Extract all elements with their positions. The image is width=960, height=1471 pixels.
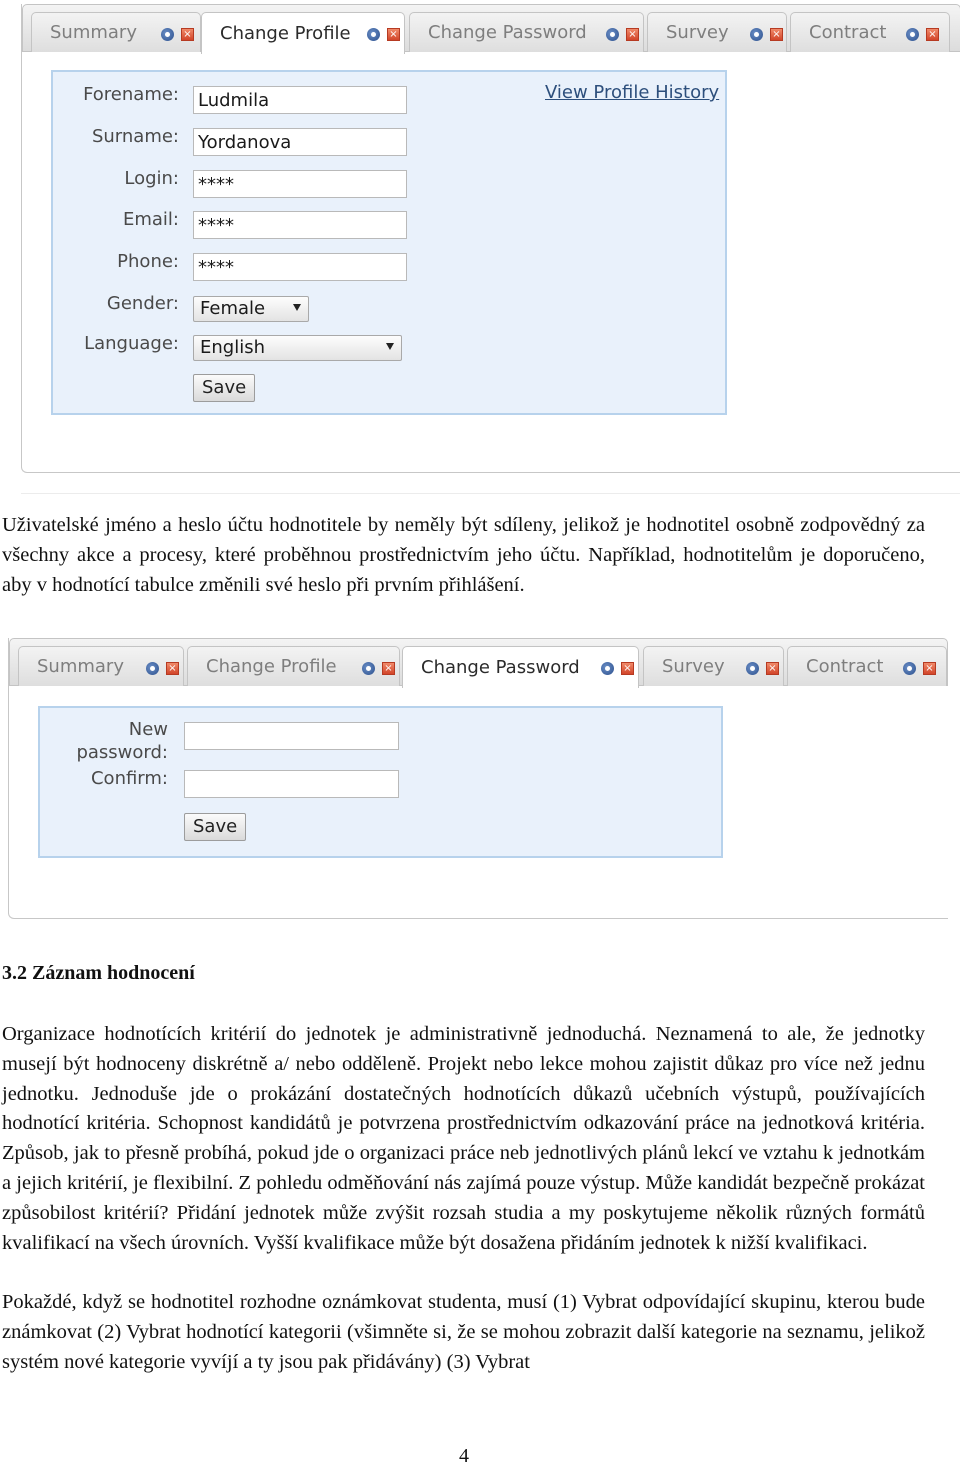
tab-summary[interactable] [31,12,201,52]
close-icon[interactable]: × [387,28,400,41]
surname-label: Surname: [91,126,179,147]
refresh-icon[interactable] [161,28,174,41]
tab-change-profile[interactable] [187,646,400,686]
tab-summary[interactable] [18,646,184,686]
close-icon[interactable]: × [382,662,395,675]
profile-form-panel [51,70,727,415]
tab-label: Contract [806,656,884,677]
refresh-icon[interactable] [362,662,375,675]
tab-change-profile[interactable] [201,12,405,54]
language-select[interactable] [193,335,402,361]
refresh-icon[interactable] [903,662,916,675]
gender-value: Female [200,298,266,319]
tab-survey[interactable] [643,646,784,686]
close-icon[interactable]: × [923,662,936,675]
phone-input[interactable]: **** [193,253,407,281]
tab-label: Survey [666,22,729,43]
save-button[interactable]: Save [184,813,246,841]
gender-label: Gender: [106,293,179,314]
tab-contract[interactable] [790,12,950,52]
divider [21,493,960,494]
close-icon[interactable]: × [166,662,179,675]
chevron-down-icon [386,343,394,350]
tab-label: Change Password [421,657,580,678]
gender-select[interactable] [193,296,309,322]
forename-input[interactable]: Ludmila [193,86,407,114]
paragraph: Uživatelské jméno a heslo účtu hodnotitele by neměly být sdíleny, jelikož je hodnotitel osobně zodpovědný za všechny akce a procesy, které proběhnou prostřednictvím jeho účtu. Například, hodnotitelům je doporučeno, aby v hodnotící tabulce změnili své heslo při prvním přihlášení. [2,514,925,596]
tab-label: Change Profile [206,656,337,677]
refresh-icon[interactable] [750,28,763,41]
new-password-label-line1: New [128,719,168,740]
paragraph: Pokaždé, když se hodnotitel rozhodne oznámkovat studenta, musí (1) Vybrat odpovídající skupinu, kterou bude známkovat (2) Vybrat hodnotící kategorii (všimněte si, že se mohou zobrazit další kategorie na seznamu, jelikož systém nové kategorie vyvíjí a ty jsou pak přidávány) (3) Vybrat [2,1291,925,1373]
login-input[interactable]: **** [193,170,407,198]
section-heading: 3.2 Záznam hodnocení [2,962,195,984]
tab-survey[interactable] [647,12,787,52]
change-profile-screenshot [21,4,960,473]
forename-label: Forename: [83,84,179,105]
email-input[interactable]: **** [193,211,407,239]
refresh-icon[interactable] [601,662,614,675]
close-icon[interactable]: × [181,28,194,41]
refresh-icon[interactable] [906,28,919,41]
close-icon[interactable]: × [926,28,939,41]
new-password-input[interactable] [184,722,399,750]
close-icon[interactable]: × [621,662,634,675]
tab-label: Survey [662,656,725,677]
tab-contract[interactable] [787,646,947,686]
refresh-icon[interactable] [746,662,759,675]
tab-label: Contract [809,22,887,43]
phone-label: Phone: [117,251,179,272]
tab-change-password[interactable] [409,12,644,52]
refresh-icon[interactable] [367,28,380,41]
paragraph: Organizace hodnotících kritérií do jednotek je administrativně jednoduchá. Neznamená to ale, že jednotky musejí být hodnoceny diskrétně a/ nebo odděleně. Projekt nebo lekce mohou zajistit důkaz pro více než jednu jednotku. Jednoduše jde o prokázání dostatečných hodnotících důkazů učebních výstupů, používajících hodnotící kritéria. Schopnost kandidátů je potvrzena prostřednictvím odkazování práce na jednotková kritéria. Způsob, jak to přesně probíhá, pokud jde o organizaci práce neb jednotlivých plánů lekcí ve vztahu k jednotkám a jejich kritérií, je flexibilní. Z pohledu odměňování nás zajímá pouze výstup. Může kandidát bezpečně prokázat způsobilost kritérií? Přidání jednotek může zvýšit rozsah studia a my poskytujeme několik různých formátů kvalifikací na všech úrovních. Vyšší kvalifikace může být dosažena přidáním jednotek k nižší kvalifikaci. [2,1023,925,1254]
tab-label: Change Password [428,22,587,43]
confirm-label: Confirm: [90,768,168,789]
tab-label: Summary [50,22,137,43]
tab-label: Change Profile [220,23,351,44]
tab-bar [22,4,960,52]
close-icon[interactable]: × [766,662,779,675]
change-password-screenshot [8,638,948,919]
refresh-icon[interactable] [146,662,159,675]
refresh-icon[interactable] [606,28,619,41]
confirm-password-input[interactable] [184,770,399,798]
email-label: Email: [122,209,179,230]
language-label: Language: [84,333,179,354]
language-value: English [200,337,265,358]
tab-bar [9,638,948,686]
view-profile-history-link[interactable]: View Profile History [545,82,720,103]
close-icon[interactable]: × [770,28,783,41]
page-number: 4 [459,1445,469,1467]
password-form-panel [38,706,723,858]
save-button[interactable]: Save [193,374,255,402]
surname-input[interactable]: Yordanova [193,128,407,156]
tab-label: Summary [37,656,124,677]
close-icon[interactable]: × [626,28,639,41]
new-password-label-line2: password: [76,742,168,763]
chevron-down-icon [293,304,301,311]
tab-change-password[interactable] [402,646,639,688]
login-label: Login: [124,168,179,189]
new-password-label [44,718,168,764]
